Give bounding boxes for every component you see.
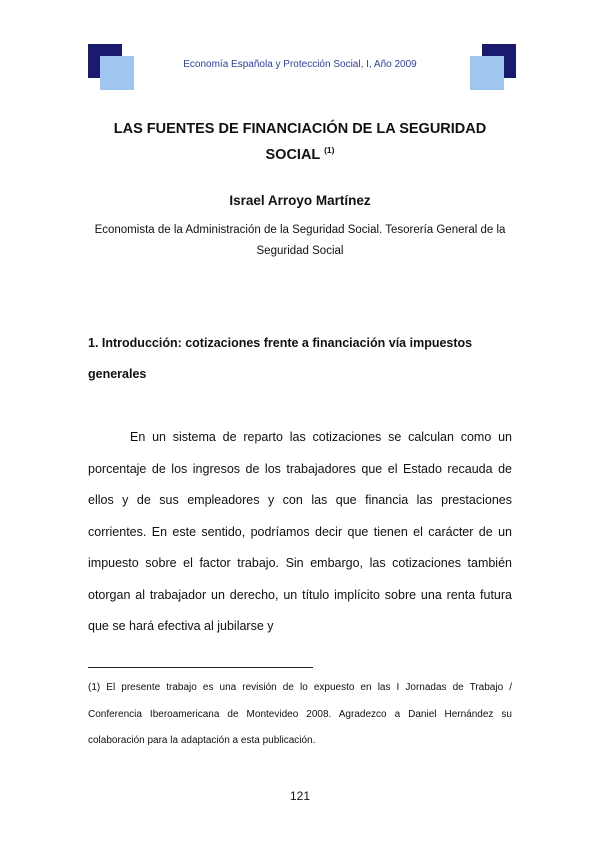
footnote-text: (1) El presente trabajo es una revisión de lo expuesto en las I Jornadas de Trabajo / Conferencia Iberoamericana de Montevideo 2008. Agradezco a Daniel Hernández su colaboración para la adaptación a esta publicación. <box>88 682 512 746</box>
article-title-text: LAS FUENTES DE FINANCIACIÓN DE LA SEGURIDAD SOCIAL <box>113 121 487 163</box>
footnote-separator <box>88 667 313 668</box>
body-paragraph: En un sistema de reparto las cotizaciones se calculan como un porcentaje de los ingresos de los trabajadores que el Estado recauda de ellos y de sus empleadores y con las que financia las prestaciones corrientes. En este sentido, podríamos decir que tienen el carácter de un impuesto sobre el factor trabajo. Sin embargo, las cotizaciones también otorgan al trabajador un derecho, un título implícito sobre una renta futura que se hará efectiva al jubilarse y <box>88 430 512 633</box>
article-title <box>90 116 510 168</box>
author-name: Israel Arroyo Martínez <box>229 193 371 208</box>
running-header: Economía Española y Protección Social, I, Año 2009 <box>183 59 417 70</box>
author-affiliation: Economista de la Administración de la Seguridad Social. Tesorería General de la Seguridad Social <box>94 224 506 257</box>
footnote-reference: (1) <box>324 145 335 156</box>
section-heading: 1. Introducción: cotizaciones frente a financiación vía impuestos generales <box>88 336 473 381</box>
page-number: 121 <box>289 789 311 803</box>
